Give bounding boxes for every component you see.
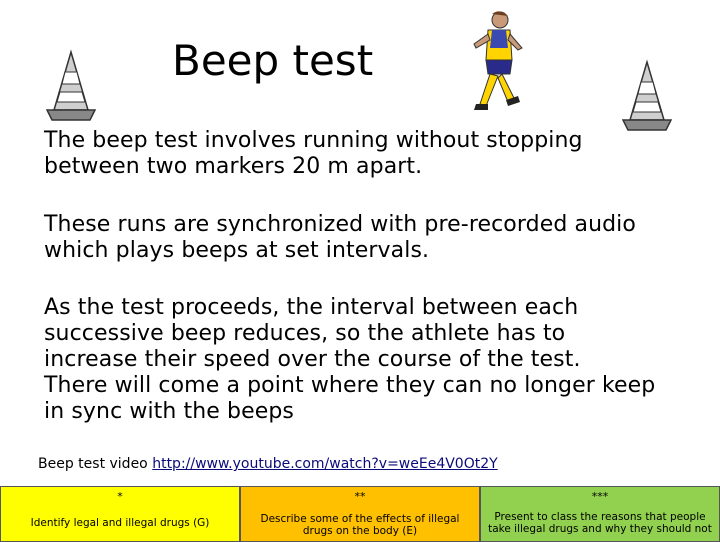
objective-text: Describe some of the effects of illegal drugs on the body (E) — [260, 513, 460, 537]
objective-text: Present to class the reasons that people take illegal drugs and why they should not — [488, 511, 712, 535]
objective-one-star — [0, 486, 240, 542]
objective-stars: ** — [354, 490, 366, 503]
runner-icon — [466, 8, 528, 120]
objective-text: Identify legal and illegal drugs (G) — [30, 517, 210, 529]
paragraph-audio-sync: These runs are synchronized with pre-recorded audio which plays beeps at set intervals. — [44, 212, 636, 263]
video-link[interactable]: http://www.youtube.com/watch?v=weEe4V0Ot2Y — [152, 456, 498, 472]
traffic-cone-icon — [620, 58, 674, 134]
paragraph-interval-reduction: As the test proceeds, the interval between each successive beep reduces, so the athlete has to increase their speed over the course of the test. There will come a point where they can no longer keep in sync with the beeps — [44, 295, 656, 424]
objective-stars: *** — [591, 490, 609, 503]
objective-stars: * — [117, 490, 123, 503]
objective-two-star — [240, 486, 480, 542]
traffic-cone-icon — [44, 48, 98, 124]
objective-three-star — [480, 486, 720, 542]
paragraph-beep-test-description: The beep test involves running without stopping between two markers 20 m apart. — [44, 128, 583, 179]
slide-title: Beep test — [172, 36, 374, 85]
video-label: Beep test video — [38, 456, 153, 472]
objectives-bar — [0, 486, 720, 542]
video-reference — [38, 456, 498, 472]
